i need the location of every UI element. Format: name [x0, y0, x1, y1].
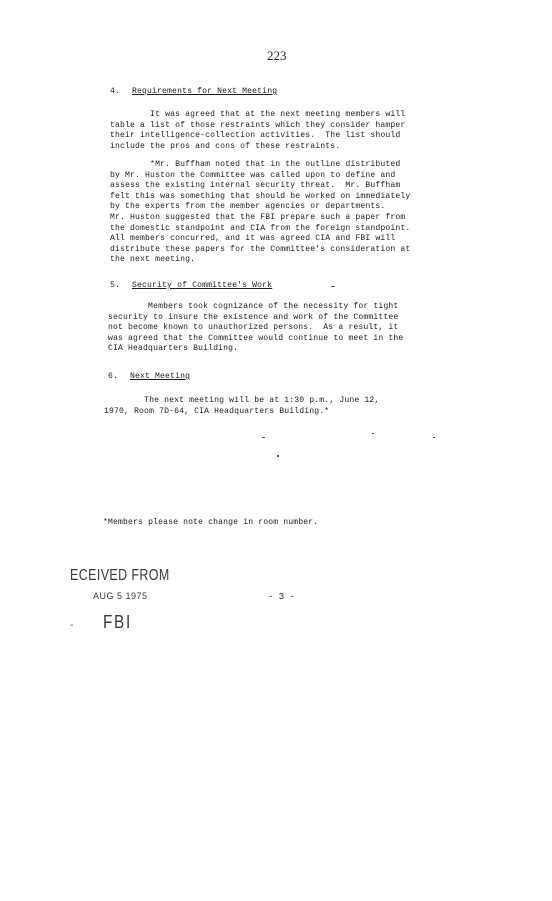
text-line: The next meeting will be at 1:30 p.m., June 12,	[104, 396, 380, 405]
text-line: table a list of those restraints which they consider hamper	[110, 120, 406, 130]
section-6-paragraph-1	[104, 396, 379, 417]
section-4-paragraph-2	[110, 160, 410, 266]
text-line: Mr. Huston suggested that the FBI prepare such a paper from	[110, 212, 406, 222]
section-5-heading	[110, 281, 272, 292]
text-line: *Mr. Buffham noted that in the outline distributed	[110, 160, 401, 169]
section-5-paragraph-1	[108, 302, 403, 355]
text-line: by the experts from the member agencies or departments.	[110, 202, 386, 212]
section-number: 6.	[108, 372, 119, 381]
page-number: 223	[267, 48, 287, 63]
text-line: Members took cognizance of the necessity for tight	[108, 302, 399, 311]
text-line: not become known to unauthorized persons. As a result, it	[108, 323, 399, 333]
text-line: felt this was something that should be worked on immediately	[110, 191, 411, 201]
section-4-heading	[110, 87, 277, 98]
text-line: It was agreed that at the next meeting members will	[110, 110, 406, 119]
section-number: 4.	[110, 87, 121, 96]
text-line: assess the existing internal security threat. Mr. Buffham	[110, 181, 401, 191]
footnote: *Members please note change in room number.	[103, 518, 319, 527]
text-line: was agreed that the Committee would continue to meet in the	[108, 333, 404, 343]
text-line: the domestic standpoint and CIA from the foreign standpoint.	[110, 223, 411, 233]
stamp-mark: -	[70, 620, 74, 631]
scan-speck	[372, 433, 374, 434]
text-line: security to insure the existence and work of the Committee	[108, 312, 399, 322]
section-title: Next Meeting	[130, 372, 191, 381]
section-number: 5.	[110, 281, 121, 290]
scan-speck	[277, 455, 279, 457]
scan-speck	[262, 437, 265, 438]
received-stamp-date: AUG 5 1975	[93, 591, 148, 601]
text-line: the next meeting.	[110, 255, 196, 265]
section-6-heading	[108, 372, 190, 383]
text-line: include the pros and cons of these restraints.	[110, 141, 341, 151]
section-title: Requirements for Next Meeting	[132, 87, 278, 96]
text-line: All members concurred, and it was agreed CIA and FBI will	[110, 234, 396, 244]
scan-speck	[433, 437, 435, 438]
section-title: Security of Committee's Work	[132, 281, 273, 290]
scan-speck	[331, 286, 335, 287]
page-marker: - 3 -	[268, 592, 296, 602]
text-line: by Mr. Huston the Committee was called upon to define and	[110, 170, 396, 180]
text-line: 1970, Room 7D-64, CIA Headquarters Building.*	[104, 406, 330, 416]
received-stamp-text: ECEIVED FROM	[70, 567, 170, 584]
section-4-paragraph-1	[110, 110, 405, 152]
received-stamp-agency: FBI	[103, 612, 132, 632]
text-line: CIA Headquarters Building.	[108, 344, 239, 354]
text-line: distribute these papers for the Committee's consideration at	[110, 244, 411, 254]
text-line: their intelligence-collection activities. The list should	[110, 131, 401, 141]
